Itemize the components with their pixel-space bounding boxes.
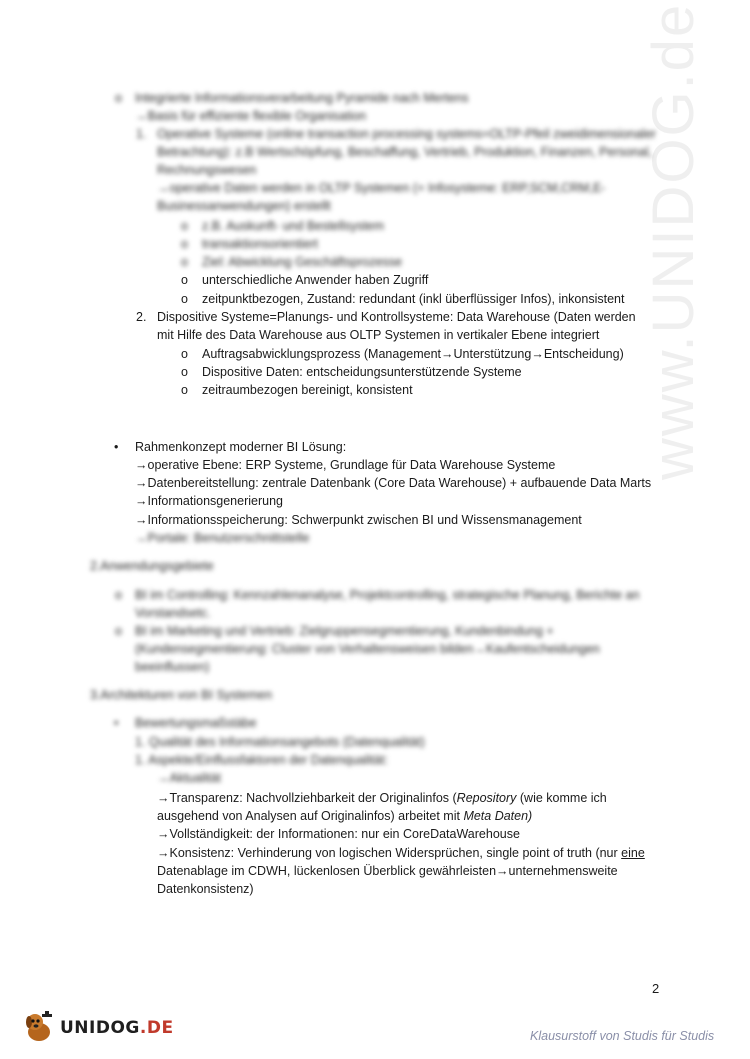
text-line: →Datenbereitstellung: zentrale Datenbank (Core Data Warehouse) + aufbauende Data Marts xyxy=(135,476,652,490)
text-line: Dispositive Daten: entscheidungsunterstützende Systeme xyxy=(202,365,522,379)
list-marker: o xyxy=(181,365,188,379)
list-number: 2. xyxy=(136,310,147,324)
blurred-line: z.B. Auskunft- und Bestellsystem xyxy=(202,219,385,233)
text-line: →Vollständigkeit: der Informationen: nur ein CoreDataWarehouse xyxy=(157,827,520,841)
text-line: unterschiedliche Anwender haben Zugriff xyxy=(202,273,429,287)
unidog-logo xyxy=(22,1010,174,1046)
list-marker: o xyxy=(181,292,188,306)
text-line: →operative Ebene: ERP Systeme, Grundlage für Data Warehouse Systeme xyxy=(135,458,556,472)
blurred-line: beeinflussen) xyxy=(135,660,210,674)
blurred-line: BI im Controlling: Kennzahlenanalyse, Projektcontrolling, strategische Planung, Berichte an xyxy=(135,588,640,602)
blurred-line: (Kundensegmentierung: Cluster von Verhaltensweisen bilden→Kaufentscheidungen xyxy=(135,642,600,656)
blurred-line: BI im Marketing und Vertrieb: Zielgruppensegmentierung, Kundenbindung + xyxy=(135,624,554,638)
text-line: zeitpunktbezogen, Zustand: redundant (inkl überflüssiger Infos), inkonsistent xyxy=(202,292,625,306)
blurred-line: Operative Systeme (online transaction processing systems=OLTP-Pfeil zweidimensionaler xyxy=(157,127,656,141)
text-line: Dispositive Systeme=Planungs- und Kontrollsysteme: Data Warehouse (Daten werden xyxy=(157,310,636,324)
text-line: Auftragsabwicklungsprozess (Management→Unterstützung→Entscheidung) xyxy=(202,347,624,361)
blurred-heading: 2.Anwendungsgebiete xyxy=(90,559,214,573)
watermark: www.UNIDOG.de xyxy=(641,2,706,480)
list-marker: • xyxy=(114,440,119,454)
text-line: →Informationsgenerierung xyxy=(135,494,283,508)
blurred-line: 1. Aspekte/Einflussfaktoren der Datenqualität: xyxy=(135,753,388,767)
list-marker: o xyxy=(181,347,188,361)
blurred-line: Integrierte Informationsverarbeitung Pyramide nach Mertens xyxy=(135,91,469,105)
blurred-line: Vorstandsetc. xyxy=(135,606,211,620)
blurred-line: Ziel: Abwicklung Geschäftsprozesse xyxy=(202,255,403,269)
blurred-line: Bewertungsmaßstäbe xyxy=(135,716,257,730)
text-line: ausgehend von Analysen auf Originalinfos) arbeitet mit Meta Daten) xyxy=(157,809,533,823)
blurred-line: Rechnungswesen xyxy=(157,163,257,177)
blurred-line: transaktionsorientiert xyxy=(202,237,319,251)
list-marker: o xyxy=(181,237,188,251)
dog-icon xyxy=(22,1010,56,1047)
list-marker: • xyxy=(114,716,119,730)
list-marker: o xyxy=(115,91,122,105)
text-line: Rahmenkonzept moderner BI Lösung: xyxy=(135,440,347,454)
text-line: zeitraumbezogen bereinigt, konsistent xyxy=(202,383,413,397)
blurred-line: Businessanwendungen) erstellt xyxy=(157,199,331,213)
list-marker: o xyxy=(115,624,122,638)
list-marker: o xyxy=(181,273,188,287)
list-marker: o xyxy=(181,219,188,233)
logo-text: UNIDOG.DE xyxy=(60,1018,174,1038)
footer-tagline: Klausurstoff von Studis für Studis xyxy=(530,1029,715,1043)
page-number: 2 xyxy=(652,981,660,996)
text-line: Datenablage im CDWH, lückenlosen Überblick gewährleisten→unternehmensweite xyxy=(157,864,618,878)
blurred-line: →Aktualität xyxy=(157,771,221,785)
text-line: mit Hilfe des Data Warehouse aus OLTP Systemen in vertikaler Ebene integriert xyxy=(157,328,600,342)
text-line: →Informationsspeicherung: Schwerpunkt zwischen BI und Wissensmanagement xyxy=(135,513,582,527)
blurred-line: →Basis für effiziente flexible Organisation xyxy=(135,109,367,123)
text-line: Datenkonsistenz) xyxy=(157,882,254,896)
blurred-line: →Portale: Benutzerschnittstelle xyxy=(135,531,310,545)
list-marker: o xyxy=(115,588,122,602)
text-line: →Konsistenz: Verhinderung von logischen Widersprüchen, single point of truth (nur eine xyxy=(157,846,645,860)
blurred-heading: 3.Architekturen von BI Systemen xyxy=(90,688,273,702)
blurred-line: 1. Qualität des Informationsangebots (Datenqualität) xyxy=(135,735,425,749)
list-number: 1. xyxy=(136,127,147,141)
text-line: →Transparenz: Nachvollziehbarkeit der Originalinfos (Repository (wie komme ich xyxy=(157,791,607,805)
list-marker: o xyxy=(181,255,188,269)
list-marker: o xyxy=(181,383,188,397)
blurred-line: Betrachtung): z.B Wertschöpfung, Beschaffung, Vertrieb, Produktion, Finanzen, Personal, xyxy=(157,145,652,159)
blurred-line: →operative Daten werden in OLTP Systemen (= Infosysteme: ERP,SCM,CRM,E- xyxy=(157,181,606,195)
